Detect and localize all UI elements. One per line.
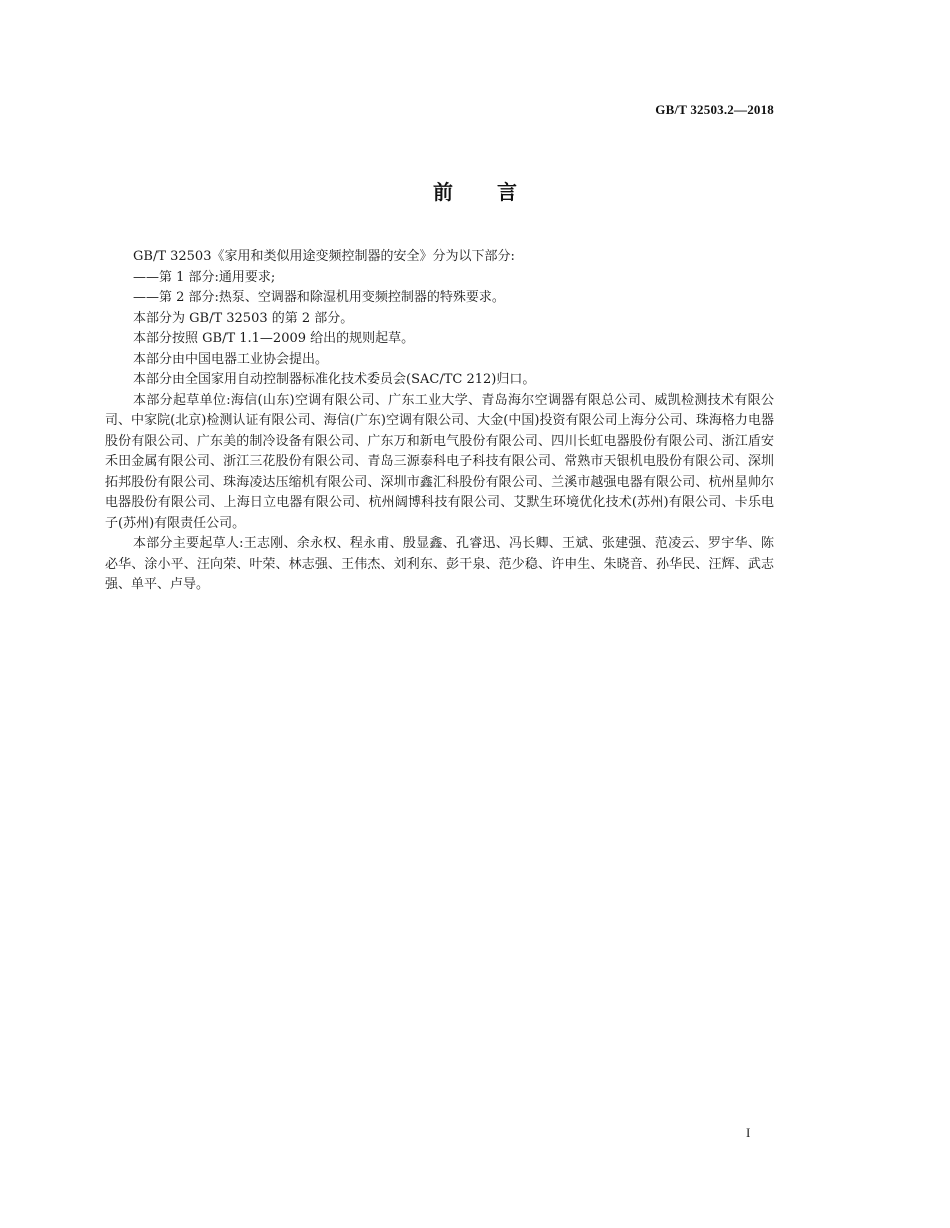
paragraph-proposer: 本部分由中国电器工业协会提出。 bbox=[133, 351, 329, 367]
paragraph-this-part: 本部分为 GB/T 32503 的第 2 部分。 bbox=[133, 310, 354, 326]
paragraph-drafting-units: 本部分起草单位:海信(山东)空调有限公司、广东工业大学、青岛海尔空调器有限总公司、威凯检测技术有限公司、中家院(北京)检测认证有限公司、海信(广东)空调有限公司、大金(中国)投资有限公司上海分公司、珠海格力电器股份有限公司、广东美的制冷设备有限公司、广东万和新电气股份有限公司、四川长虹电器股份有限公司、浙江盾安禾田金属有限公司、浙江三花股份有限公司、青岛三源泰科电子科技有限公司、常熟市天银机电股份有限公司、深圳拓邦股份有限公司、珠海凌达压缩机有限公司、深圳市鑫汇科股份有限公司、兰溪市越强电器有限公司、杭州星帅尔电器股份有限公司、上海日立电器有限公司、杭州阔博科技有限公司、艾默生环境优化技术(苏州)有限公司、卡乐电子(苏州)有限责任公司。 bbox=[105, 392, 774, 531]
page-number: I bbox=[746, 1125, 751, 1140]
paragraph-part-1: ——第 1 部分:通用要求; bbox=[133, 269, 276, 285]
foreword-body bbox=[105, 247, 774, 596]
paragraph-committee: 本部分由全国家用自动控制器标准化技术委员会(SAC/TC 212)归口。 bbox=[133, 372, 536, 387]
paragraph-series-intro: GB/T 32503《家用和类似用途变频控制器的安全》分为以下部分: bbox=[133, 249, 515, 264]
standard-code: GB/T 32503.2—2018 bbox=[655, 102, 774, 117]
paragraph-drafters: 本部分主要起草人:王志刚、余永权、程永甫、殷显鑫、孔睿迅、冯长卿、王斌、张建强、范凌云、罗宇华、陈必华、涂小平、汪向荣、叶荣、林志强、王伟杰、刘利东、彭干泉、范少稳、许申生、朱晓音、孙华民、汪辉、武志强、单平、卢导。 bbox=[105, 536, 774, 592]
paragraph-drafting-rules: 本部分按照 GB/T 1.1—2009 给出的规则起草。 bbox=[133, 331, 415, 346]
page-title: 前言 bbox=[433, 180, 561, 204]
paragraph-part-2: ——第 2 部分:热泵、空调器和除湿机用变频控制器的特殊要求。 bbox=[133, 290, 505, 305]
